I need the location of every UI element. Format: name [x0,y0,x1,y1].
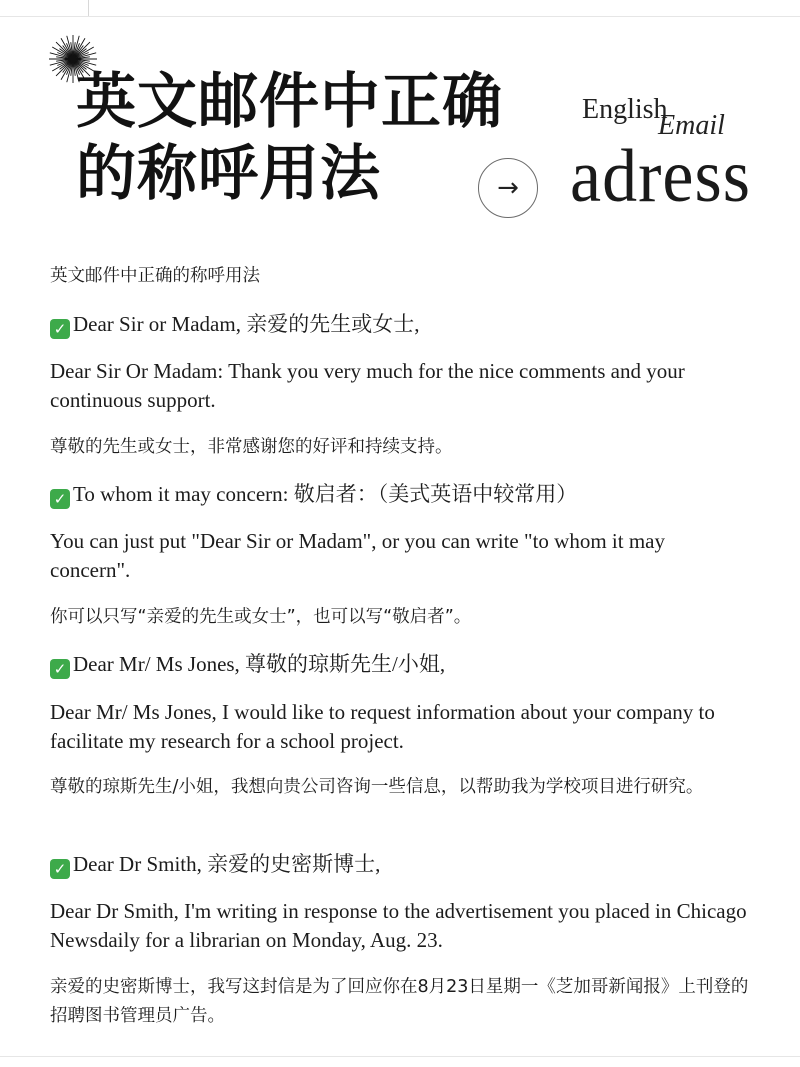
example-en-2: You can just put "Dear Sir or Madam", or you can write "to whom it may concern". [50,529,665,582]
check-icon: ✓ [50,659,70,679]
page-title-line-1: 英文邮件中正确 [76,67,503,137]
email-label: Email [658,110,725,141]
top-tick [88,0,89,16]
example-cn-1: 尊敬的先生或女士，非常感谢您的好评和持续支持。 [50,437,453,457]
example-cn-3: 尊敬的琼斯先生/小姐，我想向贵公司咨询一些信息，以帮助我为学校项目进行研究。 [50,777,704,797]
example-en-1: Dear Sir Or Madam: Thank you very much for the nice comments and your continuous support. [50,359,685,412]
english-label: English [582,94,668,125]
example-en-3: Dear Mr/ Ms Jones, I would like to request information about your company to facilitate my research for a school project. [50,700,715,753]
top-divider [0,16,800,17]
check-icon: ✓ [50,489,70,509]
page-title-line-2: 的称呼用法 [76,139,381,209]
greeting-3: ✓ Dear Mr/ Ms Jones, 尊敬的琼斯先生/小姐, [50,650,750,679]
check-icon: ✓ [50,319,70,339]
arrow-right-button[interactable] [478,158,538,218]
greeting-4: ✓ Dear Dr Smith, 亲爱的史密斯博士, [50,850,750,879]
bottom-divider [0,1056,800,1057]
intro-heading: 英文邮件中正确的称呼用法 [50,266,260,286]
example-cn-4: 亲爱的史密斯博士，我写这封信是为了回应你在8月23日星期一《芝加哥新闻报》上刊登的招聘图书管理员广告。 [50,977,749,1026]
example-en-4: Dear Dr Smith, I'm writing in response to the advertisement you placed in Chicago Newsdaily for a librarian on Monday, Aug. 23. [50,899,747,952]
greeting-2: ✓ To whom it may concern: 敬启者：（美式英语中较常用） [50,480,750,509]
adress-label: adress [570,134,751,219]
example-cn-2: 你可以只写“亲爱的先生或女士”，也可以写“敬启者”。 [50,607,472,627]
check-icon: ✓ [50,859,70,879]
greeting-1: ✓ Dear Sir or Madam, 亲爱的先生或女士, [50,310,750,339]
arrow-right-icon: → [497,173,519,203]
